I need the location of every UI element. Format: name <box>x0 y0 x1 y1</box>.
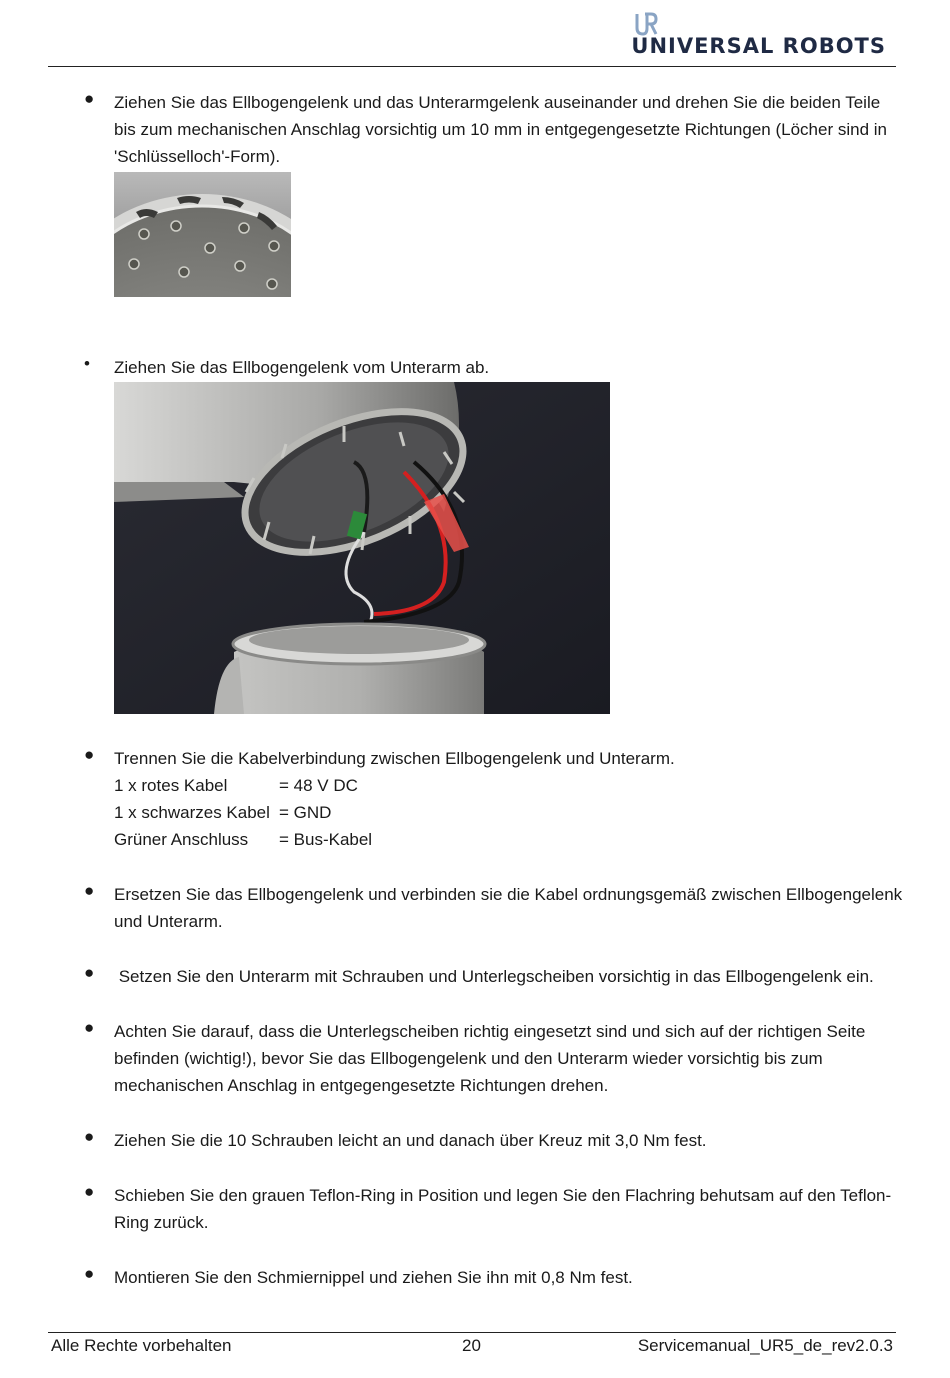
cable-name: Grüner Anschluss <box>114 830 249 849</box>
cable-spec-row <box>114 772 358 799</box>
step-6-text: Achten Sie darauf, dass die Unterlegscheiben richtig eingesetzt sind und sich auf der richtigen Seite befinden (wichtig!), bevor Sie das Ellbogengelenk und den Unterarm wieder vorsichtig bis zum mechanischen Anschlag in entgegengesetzte Richtungen drehen. <box>114 1022 866 1095</box>
step-7-text: Ziehen Sie die 10 Schrauben leicht an und danach über Kreuz mit 3,0 Nm fest. <box>114 1131 707 1150</box>
footer-rights: Alle Rechte vorbehalten <box>51 1336 232 1355</box>
universal-robots-logo <box>631 12 886 58</box>
page-header <box>48 0 896 67</box>
bullet-icon: ● <box>84 1182 95 1201</box>
step-5-text: Setzen Sie den Unterarm mit Schrauben und Unterlegscheiben vorsichtig in das Ellbogengelenk ein. <box>114 967 874 986</box>
elbow-joint-photo <box>114 382 610 714</box>
page-number: 20 <box>462 1336 481 1355</box>
footer-doc-id: Servicemanual_UR5_de_rev2.0.3 <box>637 1336 893 1355</box>
step-8-text: Schieben Sie den grauen Teflon-Ring in Position und legen Sie den Flachring behutsam auf den Teflon-Ring zurück. <box>114 1186 892 1232</box>
bullet-icon: ● <box>84 1127 95 1146</box>
step-2-text: Ziehen Sie das Ellbogengelenk vom Unterarm ab. <box>114 358 490 377</box>
cable-spec-row <box>114 799 331 826</box>
logo-text: UNIVERSAL ROBOTS <box>631 34 886 58</box>
bullet-icon: ● <box>84 1264 95 1283</box>
step-4-text: Ersetzen Sie das Ellbogengelenk und verbinden sie die Kabel ordnungsgemäß zwischen Ellbogengelenk und Unterarm. <box>114 885 903 931</box>
cable-value: = GND <box>279 803 332 822</box>
cable-value: = 48 V DC <box>279 776 358 795</box>
keyhole-flange-photo <box>114 172 291 297</box>
bullet-icon: ● <box>84 89 95 108</box>
step-1-text: Ziehen Sie das Ellbogengelenk und das Unterarmgelenk auseinander und drehen Sie die beiden Teile bis zum mechanischen Anschlag vorsichtig um 10 mm in entgegengesetzte Richtungen (Löcher sind in 'Schlüsselloch'-Form). <box>114 93 887 166</box>
bullet-icon: ● <box>84 881 95 900</box>
step-3-text: Trennen Sie die Kabelverbindung zwischen Ellbogengelenk und Unterarm. <box>114 749 675 768</box>
bullet-icon: • <box>84 354 90 373</box>
page-footer <box>48 1332 896 1373</box>
cable-name: 1 x schwarzes Kabel <box>114 803 270 822</box>
step-9-text: Montieren Sie den Schmiernippel und ziehen Sie ihn mit 0,8 Nm fest. <box>114 1268 633 1287</box>
cable-spec-row <box>114 826 372 853</box>
bullet-icon: ● <box>84 1018 95 1037</box>
bullet-icon: ● <box>84 745 95 764</box>
cable-value: = Bus-Kabel <box>279 830 373 849</box>
cable-name: 1 x rotes Kabel <box>114 776 228 795</box>
bullet-icon: ● <box>84 963 95 982</box>
